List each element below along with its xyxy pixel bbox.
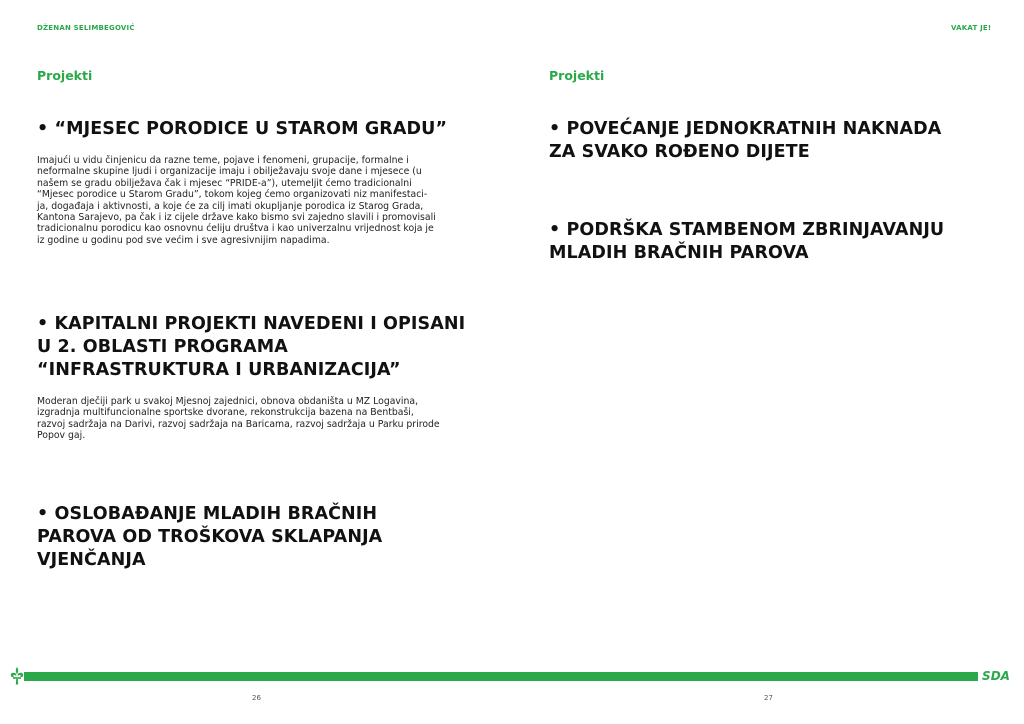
title-line: • KAPITALNI PROJEKTI NAVEDENI I OPISANI — [37, 314, 466, 334]
sda-logo — [980, 669, 1012, 684]
footer-green-bar — [24, 672, 978, 681]
title-line: • PODRŠKA STAMBENOM ZBRINJAVANJU — [549, 220, 945, 240]
title-line: “INFRASTRUKTURA I URBANIZACIJA” — [37, 360, 401, 380]
title-line: • POVEĆANJE JEDNOKRATNIH NAKNADA — [549, 119, 942, 139]
body-line: tradicionalnu porodicu kao osnovnu ćeliju društva i kao univerzalnu vrijednost koja je — [37, 223, 434, 235]
title-line: MLADIH BRAČNIH PAROVA — [549, 243, 809, 263]
title-line: U 2. OBLASTI PROGRAMA — [37, 337, 288, 357]
body-line: izgradnja multifuncionalne sportske dvorane, rekonstrukcija bazena na Bentbaši, — [37, 407, 414, 419]
title-line: • OSLOBAĐANJE MLADIH BRAČNIH — [37, 504, 378, 524]
section-label-right: Projekti — [549, 68, 605, 83]
body-line: neformalne skupine ljudi i organizacije imaju i obilježavaju svoje dane i mjesece (u — [37, 166, 422, 178]
fleur-de-lis-icon — [10, 667, 24, 685]
body-line: Imajući u vidu činjenicu da razne teme, pojave i fenomeni, grupacije, formalne i — [37, 155, 409, 166]
body-line: “Mjesec porodice u Starom Gradu”, tokom kojeg ćemo organizovati niz manifestaci- — [37, 189, 428, 201]
title-line: PAROVA OD TROŠKOVA SKLAPANJA — [37, 527, 383, 547]
project-title-naknade — [549, 118, 941, 164]
page-number-right: 27 — [764, 694, 773, 702]
running-header-slogan: VAKAT JE! — [951, 24, 992, 32]
body-line: Popov gaj. — [37, 430, 86, 442]
page-number-left: 26 — [252, 694, 261, 702]
project-body-kapitalni-projekti — [37, 396, 440, 442]
title-line: ZA SVAKO ROĐENO DIJETE — [549, 142, 810, 162]
body-line: razvoj sadržaja na Darivi, razvoj sadržaja na Baricama, razvoj sadržaja u Parku prirode — [37, 418, 440, 430]
logo-text: SDA — [982, 669, 1010, 683]
body-line: Kantona Sarajevo, pa čak i iz cijele države kako bismo svi zajedno slavili i promovisali — [37, 212, 436, 224]
project-title-kapitalni-projekti — [37, 313, 465, 382]
body-line: ja, događaja i aktivnosti, a koje će za cilj imati okupljanje porodica iz Starog Grada, — [37, 200, 424, 212]
project-title-oslobadjanje — [37, 503, 382, 572]
title-line: VJENČANJA — [37, 550, 146, 570]
section-label-left: Projekti — [37, 68, 93, 83]
running-header-author: DŽENAN SELIMBEGOVIĆ — [37, 24, 135, 32]
body-line: Moderan dječiji park u svakoj Mjesnoj zajednici, obnova obdaništa u MZ Logavina, — [37, 396, 419, 407]
project-title-stambeno — [549, 219, 944, 265]
project-title-mjesec-porodice — [37, 118, 447, 141]
title-line: • “MJESEC PORODICE U STAROM GRADU” — [37, 119, 448, 139]
body-line: našem se gradu obilježava čak i mjesec “PRIDE-a”), utemeljit ćemo tradicionalni — [37, 177, 412, 189]
project-body-mjesec-porodice — [37, 155, 436, 246]
body-line: iz godine u godinu pod sve većim i sve agresivnijim napadima. — [37, 234, 330, 246]
